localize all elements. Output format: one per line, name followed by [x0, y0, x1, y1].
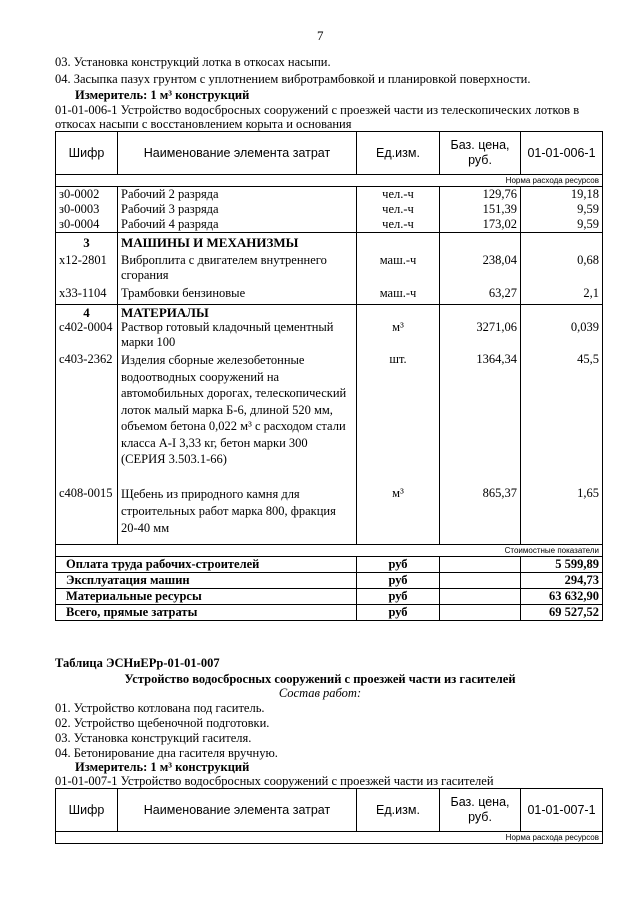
- row-name: Рабочий 3 разряда: [118, 202, 357, 217]
- row-norm: 9,59: [521, 217, 603, 233]
- total-label: Оплата труда рабочих-строителей: [56, 556, 357, 572]
- col-unit-header: Ед.изм.: [357, 132, 440, 175]
- cost-caption: Стоимостные показатели: [56, 544, 603, 556]
- table-row: [56, 320, 603, 350]
- total-row: [56, 572, 603, 588]
- row-code: х12-2801: [56, 250, 118, 283]
- section-title: МАТЕРИАЛЫ: [118, 305, 357, 321]
- total-value: 294,73: [521, 572, 603, 588]
- section-number: 3: [56, 233, 118, 251]
- code-description-line2: откосах насыпи с восстановлением корыта и основания: [55, 117, 352, 131]
- table-row: [56, 217, 603, 233]
- row-name: Трамбовки бензиновые: [118, 283, 357, 305]
- row-unit: м³: [357, 484, 440, 545]
- col-price-header: Баз. цена, руб.: [440, 132, 521, 175]
- row-code: х33-1104: [56, 283, 118, 305]
- total-label: Эксплуатация машин: [56, 572, 357, 588]
- col-price-header: Баз. цена, руб.: [440, 789, 521, 832]
- row-unit: чел.-ч: [357, 187, 440, 203]
- section-title: МАШИНЫ И МЕХАНИЗМЫ: [118, 233, 357, 251]
- code-description-2: 01-01-007-1 Устройство водосбросных сооружений с проезжей части из гасителей: [55, 774, 494, 788]
- col-code-header: Шифр: [56, 132, 118, 175]
- measure-unit-1: Измеритель: 1 м³ конструкций: [75, 88, 250, 102]
- code-description-line1: 01-01-006-1 Устройство водосбросных сооружений с проезжей части из телескопических лотков в: [55, 103, 580, 117]
- row-unit: маш.-ч: [357, 283, 440, 305]
- total-unit: руб: [357, 572, 440, 588]
- total-unit: руб: [357, 604, 440, 620]
- total-unit: руб: [357, 588, 440, 604]
- row-name: Изделия сборные железобетонные водоотводных сооружений на автомобильных дорогах, телескопический лоток малый марка Б-6, длиной 520 мм, объемом бетона 0,022 м³ с расходом стали класса А-I 3,33 кг, бетон марки 300 (СЕРИЯ 3.503.1-66): [118, 350, 357, 484]
- col-name-header: Наименование элемента затрат: [118, 132, 357, 175]
- norm-caption-row: [56, 175, 603, 187]
- table-row: [56, 484, 603, 545]
- row-price: 63,27: [440, 283, 521, 305]
- total-label: Всего, прямые затраты: [56, 604, 357, 620]
- work-item: 02. Устройство щебеночной подготовки.: [55, 716, 270, 730]
- measure-unit-2: Измеритель: 1 м³ конструкций: [75, 760, 250, 774]
- row-price: 151,39: [440, 202, 521, 217]
- row-code: з0-0004: [56, 217, 118, 233]
- row-norm: 0,039: [521, 320, 603, 350]
- row-name: Виброплита с двигателем внутреннего сгорания: [118, 250, 357, 283]
- table-row: [56, 250, 603, 283]
- total-label: Материальные ресурсы: [56, 588, 357, 604]
- row-code: с402-0004: [56, 320, 118, 350]
- col-norm-header: 01-01-007-1: [521, 789, 603, 832]
- table-row: [56, 350, 603, 484]
- work-item-04: 04. Засыпка пазух грунтом с уплотнением вибротрамбовкой и планировкой поверхности.: [55, 72, 531, 86]
- resource-table-007: [55, 788, 603, 844]
- section-machines-row: [56, 233, 603, 251]
- total-unit: руб: [357, 556, 440, 572]
- row-norm: 9,59: [521, 202, 603, 217]
- row-name: Рабочий 2 разряда: [118, 187, 357, 203]
- row-price: 3271,06: [440, 320, 521, 350]
- total-value: 5 599,89: [521, 556, 603, 572]
- row-code: з0-0003: [56, 202, 118, 217]
- table-title: Таблица ЭСНиЕРр-01-01-007: [55, 656, 220, 670]
- row-price: 1364,34: [440, 350, 521, 484]
- row-norm: 1,65: [521, 484, 603, 545]
- composition-label: Состав работ:: [278, 686, 362, 700]
- row-code: з0-0002: [56, 187, 118, 203]
- section-number: 4: [56, 305, 118, 321]
- total-row: [56, 588, 603, 604]
- row-code: с403-2362: [56, 350, 118, 484]
- col-name-header: Наименование элемента затрат: [118, 789, 357, 832]
- row-unit: маш.-ч: [357, 250, 440, 283]
- work-item-03: 03. Установка конструкций лотка в откосах насыпи.: [55, 55, 331, 69]
- row-norm: 45,5: [521, 350, 603, 484]
- row-price: 238,04: [440, 250, 521, 283]
- section-materials-row: [56, 305, 603, 321]
- row-price: 173,02: [440, 217, 521, 233]
- total-row: [56, 604, 603, 620]
- col-unit-header: Ед.изм.: [357, 789, 440, 832]
- row-name: Рабочий 4 разряда: [118, 217, 357, 233]
- table-row: [56, 187, 603, 203]
- row-name: Раствор готовый кладочный цементный марки 100: [118, 320, 357, 350]
- row-code: с408-0015: [56, 484, 118, 545]
- section-heading: Устройство водосбросных сооружений с проезжей части из гасителей: [124, 672, 516, 686]
- resource-table-006: [55, 131, 603, 621]
- row-unit: чел.-ч: [357, 202, 440, 217]
- work-item: 03. Установка конструкций гасителя.: [55, 731, 252, 745]
- norm-caption: Норма расхода ресурсов: [56, 832, 603, 844]
- table-row: [56, 202, 603, 217]
- total-row: [56, 556, 603, 572]
- table-row: [56, 283, 603, 305]
- work-item: 01. Устройство котлована под гаситель.: [55, 701, 265, 715]
- total-value: 69 527,52: [521, 604, 603, 620]
- row-price: 865,37: [440, 484, 521, 545]
- col-norm-header: 01-01-006-1: [521, 132, 603, 175]
- norm-caption-row: [56, 832, 603, 844]
- col-code-header: Шифр: [56, 789, 118, 832]
- row-unit: шт.: [357, 350, 440, 484]
- cost-caption-row: [56, 544, 603, 556]
- row-name: Щебень из природного камня для строительных работ марка 800, фракция 20-40 мм: [118, 484, 357, 545]
- table-header-row: [56, 132, 603, 175]
- row-norm: 19,18: [521, 187, 603, 203]
- total-value: 63 632,90: [521, 588, 603, 604]
- row-unit: м³: [357, 320, 440, 350]
- row-norm: 0,68: [521, 250, 603, 283]
- work-item: 04. Бетонирование дна гасителя вручную.: [55, 746, 278, 760]
- table-header-row: [56, 789, 603, 832]
- row-unit: чел.-ч: [357, 217, 440, 233]
- norm-caption: Норма расхода ресурсов: [56, 175, 603, 187]
- page-number: 7: [317, 28, 324, 43]
- row-price: 129,76: [440, 187, 521, 203]
- row-norm: 2,1: [521, 283, 603, 305]
